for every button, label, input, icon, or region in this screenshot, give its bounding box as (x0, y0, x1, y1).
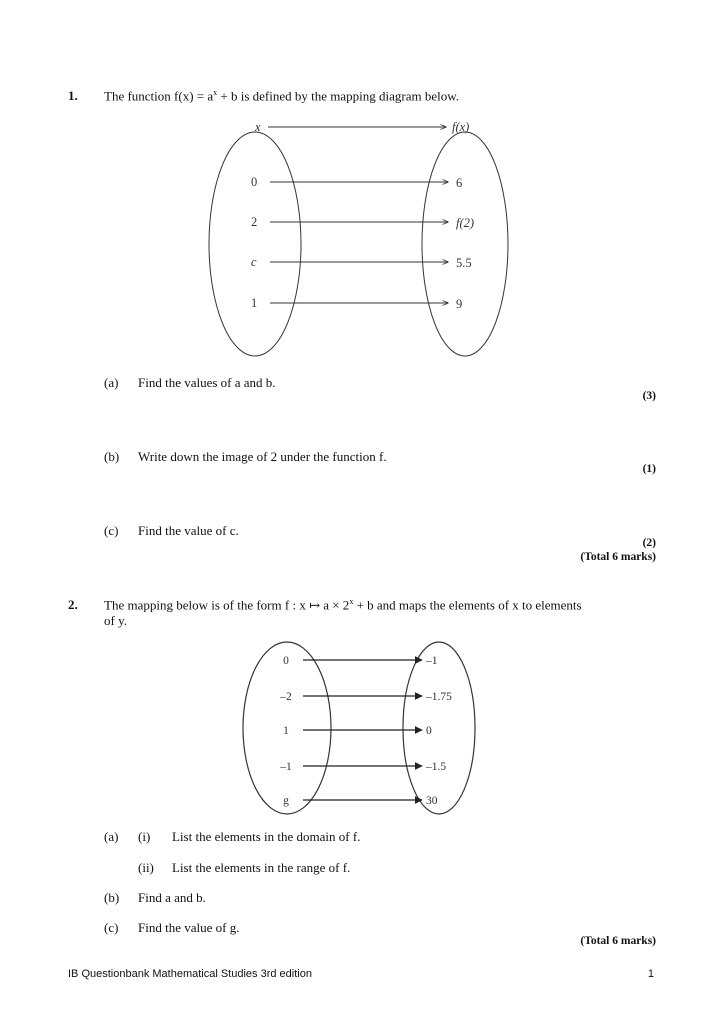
q1-range-element: 9 (456, 297, 463, 311)
q2-stem-line1: The mapping below is of the form f : x ↦ $a \times 2^x + b$ and maps the elements of x to elements (104, 597, 582, 613)
q2-range-element: –1.5 (426, 761, 447, 773)
q2-b-text: Find a and b. (138, 890, 206, 905)
q2-domain-element: 0 (283, 655, 289, 667)
q2-range-element: 0 (426, 725, 432, 737)
q1-stem: The function $f(x) = a^x + b$ is defined by the mapping diagram below. (104, 88, 460, 104)
q1-a-marks: (3) (642, 390, 656, 402)
q1-a-text: Find the values of a and b. (138, 375, 276, 390)
q1-range-element: 5.5 (456, 256, 472, 270)
q2-b-label: (b) (104, 890, 120, 905)
q1-domain-element: 0 (251, 175, 258, 189)
q2-number: 2. (68, 597, 78, 612)
q2-a-i-text: List the elements in the domain of f. (172, 829, 361, 844)
q2-range-element: –1 (426, 655, 438, 667)
q1-c-marks: (2) (642, 537, 656, 549)
q2-a-ii-text: List the elements in the range of f. (172, 860, 351, 875)
q2-c-text: Find the value of g. (138, 920, 240, 935)
q2-a-label: (a) (104, 829, 119, 844)
q1-number: 1. (68, 88, 78, 103)
q1-b-text: Write down the image of 2 under the function f. (138, 449, 387, 464)
q1-top-right-label: f(x) (452, 120, 470, 134)
q2-total-marks: (Total 6 marks) (580, 935, 656, 947)
q1-c-label: (c) (104, 523, 119, 538)
q2-domain-element: –1 (280, 761, 292, 773)
q2-stem-line2: of y. (104, 613, 127, 628)
q1-domain-element: c (251, 255, 257, 269)
q1-range-element: f(2) (456, 216, 475, 230)
footer-page-number: 1 (647, 968, 654, 980)
q2-domain-element: 1 (283, 725, 289, 737)
q2-a-ii-label: (ii) (138, 860, 154, 875)
q1-c-text: Find the value of c. (138, 523, 239, 538)
q1-b-marks: (1) (642, 463, 656, 475)
q1-range-element: 6 (456, 176, 463, 190)
q1-a-label: (a) (104, 375, 119, 390)
q1-domain-element: 2 (251, 215, 258, 229)
q2-c-label: (c) (104, 920, 119, 935)
q2-a-i-label: (i) (138, 829, 151, 844)
q2-domain-element: g (283, 795, 289, 807)
q1-b-label: (b) (104, 449, 120, 464)
q2-domain-element: –2 (280, 691, 292, 703)
q1-top-left-label: x (255, 120, 261, 134)
footer-source: IB Questionbank Mathematical Studies 3rd edition (68, 968, 312, 980)
q1-domain-element: 1 (251, 296, 258, 310)
q2-range-element: 30 (426, 795, 438, 807)
q1-total-marks: (Total 6 marks) (580, 551, 656, 563)
q2-range-element: –1.75 (426, 691, 452, 703)
